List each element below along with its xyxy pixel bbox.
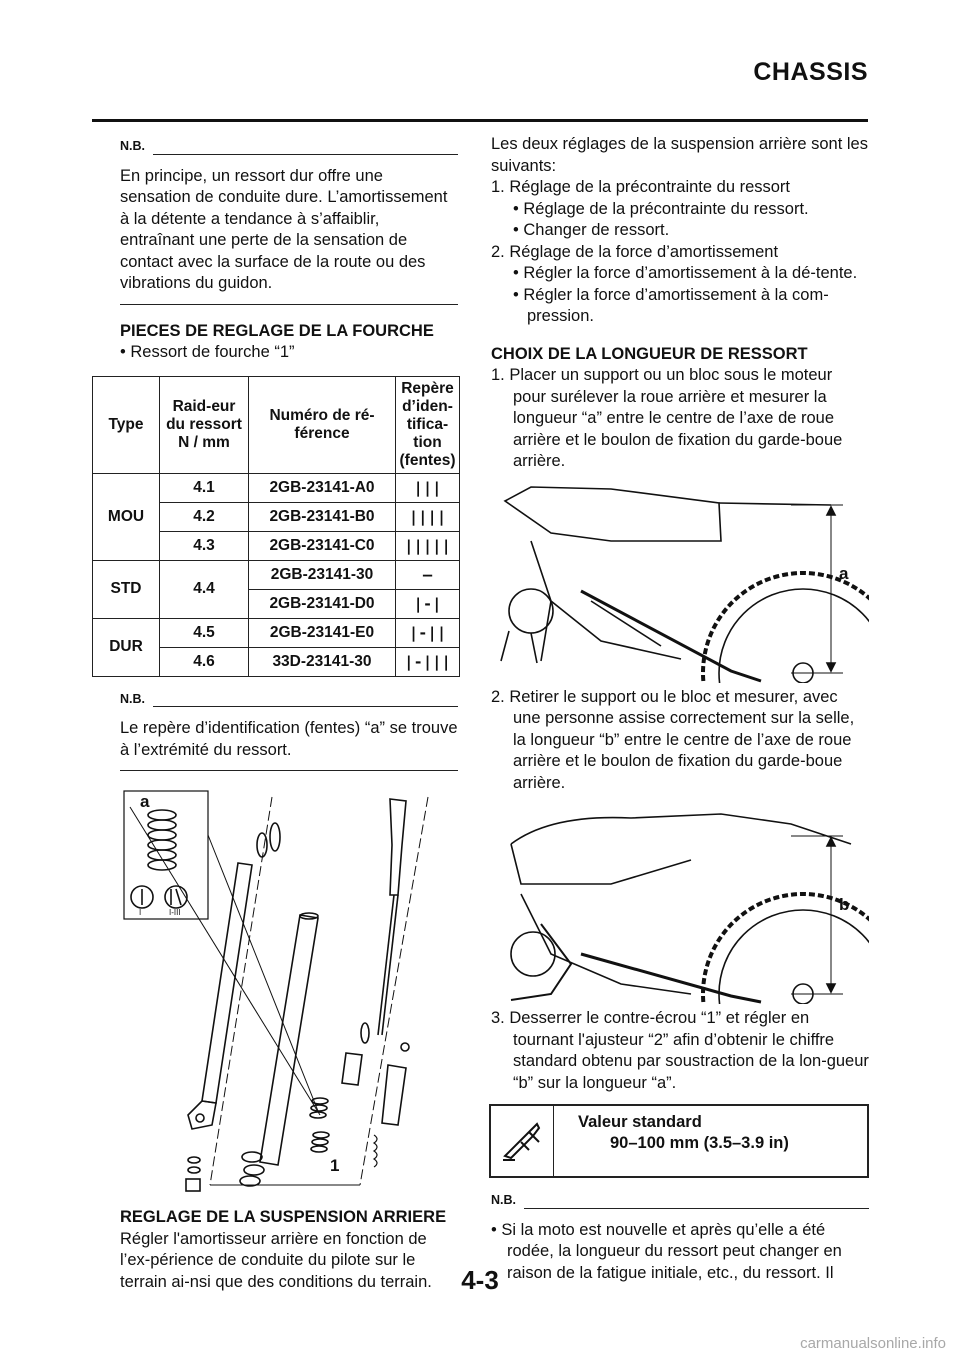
- fork-exploded-figure: [120, 785, 460, 1195]
- col-part: Numéro de ré-férence: [249, 376, 396, 473]
- list-subitem: • Changer de ressort.: [513, 221, 670, 239]
- cell-mark: |||: [396, 473, 460, 502]
- slot-label: I-III: [169, 908, 181, 917]
- footer-watermark: carmanualsonline.info: [800, 1335, 946, 1352]
- nb-text: En principe, un ressort dur offre une sensation de conduite dure. L’amortissement à la détente a tendance à s’affaiblir, entraînant une perte de la sensation de contact avec la surface de la route ou des vibrations du guidon.: [120, 166, 448, 292]
- cell-rate: 4.3: [160, 531, 249, 560]
- spring-icon: [148, 810, 176, 870]
- fig-label-1: 1: [330, 1156, 340, 1175]
- dimension-label-b: b: [839, 895, 850, 914]
- outer-tube-icon: [188, 863, 252, 1129]
- cell-type: MOU: [93, 473, 160, 560]
- table-row: [93, 618, 460, 647]
- table-row: [93, 473, 460, 502]
- right-column: [491, 134, 869, 1284]
- cell-part: 2GB-23141-D0: [249, 589, 396, 618]
- slot-label: I: [139, 908, 142, 917]
- nb-text: Le repère d’identification (fentes) “a” se trouve à l’extrémité du ressort.: [120, 719, 458, 759]
- nb-end-rule: [120, 304, 458, 305]
- nb-rule: [153, 706, 458, 707]
- cell-part: 2GB-23141-E0: [249, 618, 396, 647]
- nb-rule: [524, 1208, 869, 1209]
- step-1: 1. Placer un support ou un bloc sous le moteur pour surélever la roue arrière et mesurer la longueur “a” entre le centre de l’axe de roue arrière et le boulon de fixation du garde-boue arrière.: [491, 366, 843, 470]
- cell-part: 2GB-23141-A0: [249, 473, 396, 502]
- list-subitem: • Régler la force d’amortissement à la dé-tente.: [513, 264, 858, 282]
- nb-label: N.B.: [491, 1193, 516, 1207]
- cell-mark: |-||: [396, 618, 460, 647]
- cell-part: 2GB-23141-B0: [249, 502, 396, 531]
- step-2: 2. Retirer le support ou le bloc et mesurer, avec une personne assise correctement sur la selle, la longueur “b” entre le centre de l’axe de roue arrière et le boulon de fixation du garde-boue arrière.: [491, 687, 855, 792]
- standard-value-box: [489, 1104, 869, 1178]
- cell-mark: —: [396, 560, 460, 589]
- cell-type: STD: [93, 560, 160, 618]
- col-type: Type: [93, 376, 160, 473]
- list-item: 1. Réglage de la précontrainte du ressort: [491, 178, 791, 196]
- step-3: 3. Desserrer le contre-écrou “1” et régler en tournant l'ajusteur “2” afin d’obtenir le chiffre standard obtenu par soustraction de la lon-gueur “b” sur la longueur “a”.: [491, 1009, 869, 1092]
- cell-rate: 4.5: [160, 618, 249, 647]
- nb-label: N.B.: [120, 139, 145, 153]
- nb-text: • Si la moto est nouvelle et après qu’elle a été rodée, la longueur du ressort peut changer en raison de la fatigue initiale, etc., du ressort. Il: [491, 1220, 842, 1282]
- cell-rate: 4.6: [160, 647, 249, 676]
- nb-heading: [120, 689, 458, 711]
- fig-label-a: a: [140, 792, 150, 811]
- list-subitem: • Réglage de la précontrainte du ressort.: [513, 199, 809, 218]
- cell-mark: |||||: [396, 531, 460, 560]
- header-rule: [92, 119, 868, 122]
- caliper-icon: [491, 1106, 554, 1176]
- table-header-row: [93, 376, 460, 473]
- col-mark: Repère d’iden-tifica-tion (fentes): [396, 376, 460, 473]
- rear-text: Régler l'amortisseur arrière en fonction de l’ex-périence de conduite du pilote sur le terrain ai-nsi que des conditions du terrain.: [120, 1229, 432, 1291]
- standard-title: Valeur standard: [578, 1113, 702, 1131]
- nb-rule: [153, 154, 458, 155]
- list-subitem: • Régler la force d’amortissement à la com-pression.: [513, 285, 829, 325]
- fork-bullet: • Ressort de fourche “1”: [120, 343, 295, 361]
- fork-spring-icon: [310, 1098, 329, 1152]
- damper-rod-icon: [378, 799, 409, 1125]
- cell-mark: ||||: [396, 502, 460, 531]
- nb-end-rule: [120, 770, 458, 771]
- fork-heading: PIECES DE REGLAGE DE LA FOURCHE: [120, 321, 434, 340]
- list-item: 2. Réglage de la force d’amortissement: [491, 242, 779, 261]
- dimension-label-a: a: [839, 563, 849, 583]
- spring-table: [92, 376, 460, 677]
- cell-part: 2GB-23141-C0: [249, 531, 396, 560]
- cell-rate: 4.1: [160, 473, 249, 502]
- rear-heading: REGLAGE DE LA SUSPENSION ARRIERE: [120, 1208, 447, 1226]
- standard-value: 90–100 mm (3.5–3.9 in): [610, 1134, 789, 1152]
- rear-measure-figure-b: [491, 804, 869, 1004]
- col-rate: Raid-eur du ressort N / mm: [160, 376, 249, 473]
- cell-mark: |-|: [396, 589, 460, 618]
- cell-part: 33D-23141-30: [249, 647, 396, 676]
- rear-measure-figure-a: [491, 481, 869, 683]
- page-title: CHASSIS: [753, 58, 868, 86]
- choice-heading: CHOIX DE LA LONGUEUR DE RESSORT: [491, 344, 808, 363]
- nb-label: N.B.: [120, 691, 145, 706]
- nb-heading: [120, 136, 458, 158]
- nb-heading: [491, 1190, 869, 1212]
- table-row: [93, 560, 460, 589]
- cell-rate: 4.2: [160, 502, 249, 531]
- cell-rate: 4.4: [160, 560, 249, 618]
- page-number: 4-3: [461, 1265, 499, 1295]
- cell-mark: |-|||: [396, 647, 460, 676]
- left-column: [107, 134, 458, 1293]
- intro-text: Les deux réglages de la suspension arrière sont les suivants:: [491, 135, 868, 175]
- cell-type: DUR: [93, 618, 160, 676]
- cell-part: 2GB-23141-30: [249, 560, 396, 589]
